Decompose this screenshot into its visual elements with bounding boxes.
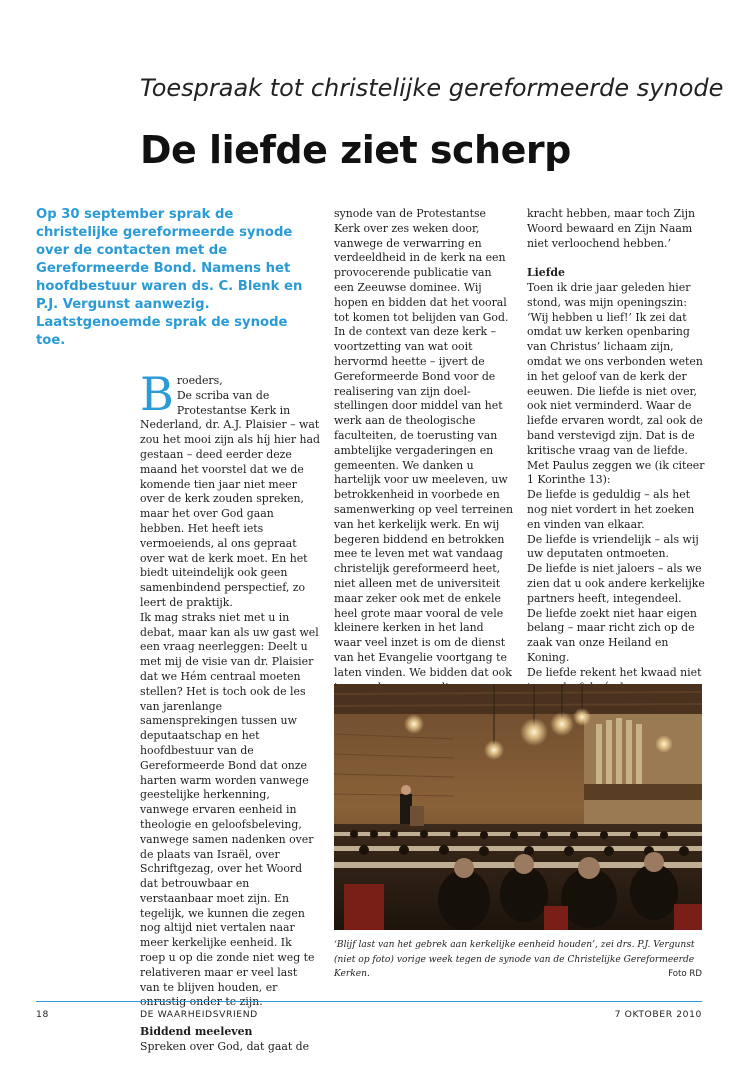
article-intro: Op 30 september sprak de christelijke gereformeerde synode over de contacten met de Gereformeerde Bond. Namens het hoofdbestuur waren ds. C. Blenk en P.J. Vergunst aanwezig. Laatstgenoemde sprak de synode toe.: [36, 207, 303, 348]
caption-text: ‘Blijf last van het gebrek aan kerkelijke eenheid houden’, zei drs. P.J. Vergunst (niet op foto) vorige week tegen de synode van de Christelijke Gereformeerde Kerken.: [334, 940, 695, 979]
paragraph: De liefde is vriendelijk – als wij uw deputaten ontmoeten.: [527, 532, 699, 561]
paragraph: synode van de Protestantse Kerk over zes weken door, vanwege de verwarring en verdeeldheid in de kerk na een provocerende publicatie van een Zeeuwse dominee. Wij hopen en bidden dat het vooral tot komen tot belijden van God. In de context van deze kerk – voortzetting van wat ooit hervormd heette – ijvert de Gereformeerde Bond voor de realisering van zijn doelstellingen door middel van het werk aan de theologische faculteiten, de toerusting van ambtelijke vergaderingen en gemeenten. We danken u hartelijk voor uw meeleven, uw betrokkenheid in voorbede en samenwerking op veel terreinen van het kerkelijk werk. En wij begeren biddend en betrokken mee te leven met wat vandaag christelijk gereformeerd heet, niet alleen met de universiteit maar zeker ook met de enkele heel grote maar vooral de vele kleinere kerken in het land waar veel inzet is om de dienst van het Evangelie voortgang te laten vinden. We bidden dat ook: [334, 207, 513, 679]
magazine-name: DE WAARHEIDSVRIEND: [140, 1009, 258, 1020]
article-title: De liefde ziet scherp: [140, 128, 571, 172]
paragraph: De liefde zoekt niet haar eigen belang – maar richt zich op de zaak van onze Heiland en Koning.: [527, 606, 697, 664]
photo-credit: Foto RD: [668, 969, 702, 979]
text-column-3: [527, 207, 707, 710]
page-number: 18: [36, 1009, 49, 1020]
paragraph: kracht hebben, maar toch Zijn Woord bewaard en Zijn Naam niet verloochend hebben.’: [527, 207, 695, 250]
drop-cap: B: [140, 367, 174, 421]
paragraph: Toen ik drie jaar geleden hier stond, was mijn openingszin: ‘Wij hebben u lief!’ Ik zei dat omdat uw kerken openbaring van Christus’ lichaam zijn, omdat we ons verbonden weten in het geloof van de kerk der eeuwen. Die liefde is niet over, ook niet verminderd. Waar de liefde ervaren wordt, zal ook de band verstevigd zijn. Dat is de kritische vraag van de liefde. Met Paulus zeggen we (ik citeer 1 Korinthe 13):: [527, 280, 705, 487]
paragraph: De liefde is niet jaloers – als we zien dat u ook andere kerkelijke partners heeft, integendeel.: [527, 562, 705, 605]
text-column-2: [334, 207, 514, 740]
paragraph: Ik mag straks niet met u in debat, maar kan als uw gast wel een vraag neerleggen: Deelt u met mij de visie van dr. Plaisier dat we Hém centraal moeten stellen? Het is toch ook de les van jarenlange samensprekingen tussen uw deputaatschap en het hoofdbestuur van de Gereformeerde Bond dat onze harten warm worden vanwege geestelijke herkenning, vanwege ervaren eenheid in theologie en geloofsbeleving, vanwege samen nadenken over de plaats van Israël, over Schriftgezag, over het Woord dat betrouwbaar en verstaanbaar moet zijn. En tegelijk, we kunnen die zegen nog altijd niet vertalen naar meer kerkelijke eenheid. Ik roep u op die zonde niet weg te relativeren maar er veel last van te blijven houden, er: [140, 610, 319, 994]
salutation: roeders,: [176, 374, 223, 387]
footer-rule: [36, 1001, 702, 1002]
subheading-biddend-meeleven: Biddend meeleven: [140, 1025, 253, 1039]
text-column-1: [140, 367, 320, 1055]
subheading-liefde: Liefde: [527, 266, 565, 280]
photo-caption: [334, 938, 702, 982]
synod-photo: [334, 684, 702, 930]
paragraph: Spreken over God, dat gaat de: [140, 1039, 310, 1053]
issue-date: 7 OKTOBER 2010: [614, 1009, 702, 1020]
paragraph: De scriba van de Protestantse Kerk in Nederland, dr. A.J. Plaisier – wat zou het mooi zijn als híj hier had gestaan – deed eerder deze maand het voorstel dat we de komende tien jaar niet meer over de kerk zouden spreken, maar het over God gaan hebben. Het heeft iets vermoeiends, al ons gepraat over wat de kerk moet. En het biedt uiteindelijk ook geen samenbindend perspectief, zo leert de praktijk.: [140, 388, 320, 609]
paragraph: De liefde rekent het kwaad niet: [527, 665, 702, 679]
article-kicker: Toespraak tot christelijke gereformeerde synode: [140, 74, 724, 102]
paragraph: De liefde is geduldig – als het nog niet vordert in het zoeken en vinden van elkaar.: [527, 488, 695, 531]
